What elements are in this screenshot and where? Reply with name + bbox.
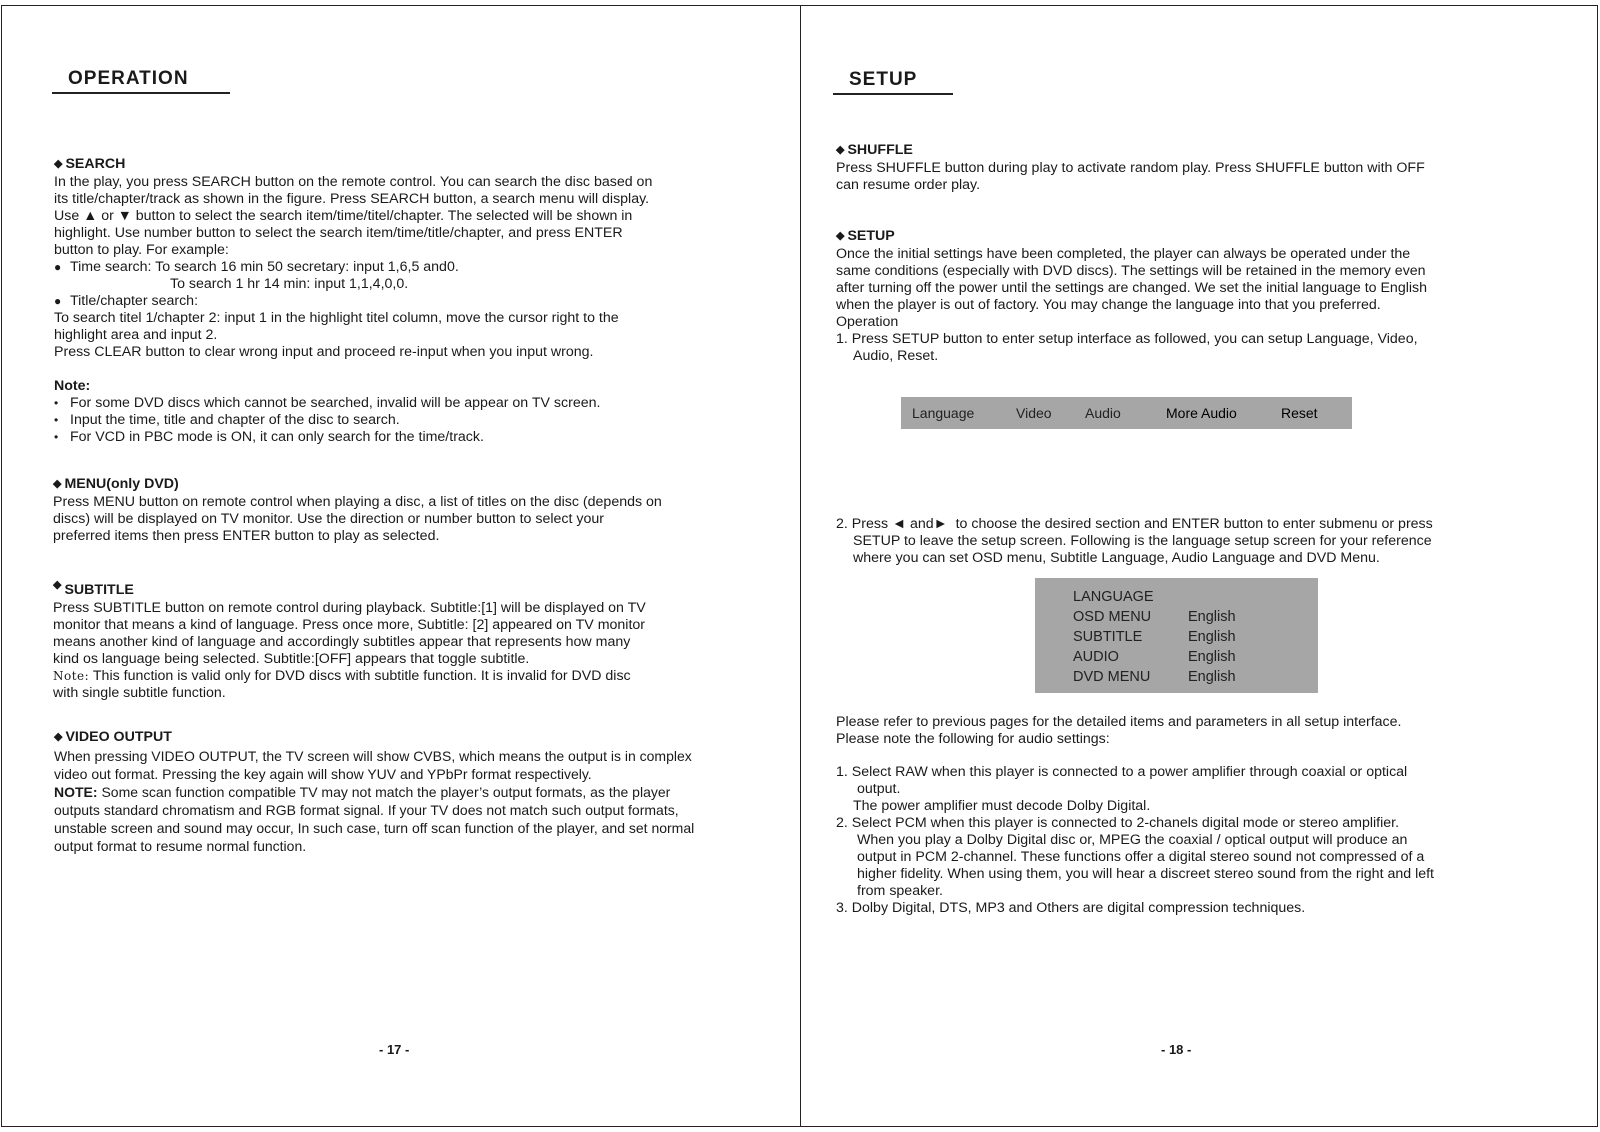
time-search-1: Time search: To search 16 min 50 secretary: input 1,6,5 and0.: [70, 259, 459, 275]
diamond-icon: ◆: [836, 230, 845, 242]
menu-text: preferred items then press ENTER button to play as selected.: [53, 528, 440, 544]
setup-text: Operation: [836, 314, 899, 330]
video-output-title: VIDEO OUTPUT: [65, 729, 172, 745]
diamond-icon: ◆: [53, 579, 62, 591]
language-row-audio[interactable]: AUDIO English: [1073, 649, 1236, 665]
time-search-2: To search 1 hr 14 min: input 1,1,4,0,0.: [170, 276, 409, 292]
subtitle-text: means another kind of language and accordingly subtitles appear that represents how many: [53, 634, 631, 650]
menu-item-video[interactable]: Video: [1016, 405, 1052, 421]
note-title: Note:: [54, 378, 91, 394]
audio-settings-list: [836, 764, 1581, 917]
search-text: Press CLEAR button to clear wrong input and proceed re-input when you input wrong.: [54, 344, 594, 360]
audio-item: higher fidelity. When using them, you will hear a discreet stereo sound from the right and left: [857, 866, 1434, 882]
audio-item: output in PCM 2-channel. These functions offer a digital stereo sound not compressed of a: [857, 849, 1425, 865]
shuffle-text: Press SHUFFLE button during play to activate random play. Press SHUFFLE button with OFF: [836, 160, 1425, 176]
diamond-icon: ◆: [54, 731, 63, 743]
video-output-section: [54, 729, 794, 855]
search-text: highlight area and input 2.: [54, 327, 218, 343]
menu-item-audio[interactable]: Audio: [1085, 405, 1121, 421]
step2-text: 2. Press ◄ and► to choose the desired section and ENTER button to enter submenu or press: [836, 516, 1433, 532]
audio-item: 3. Dolby Digital, DTS, MP3 and Others are digital compression techniques.: [836, 900, 1306, 916]
search-section: [54, 156, 774, 361]
down-arrow-icon: ▼: [117, 208, 132, 224]
setup-text: 1. Press SETUP button to enter setup interface as followed, you can setup Language, Video,: [836, 331, 1418, 347]
bullet-icon: •: [54, 430, 59, 444]
bullet-icon: ●: [54, 294, 62, 308]
search-text: Use ▲ or ▼ button to select the search item/time/titel/chapter. The selected will be shown in: [54, 208, 633, 224]
step2-text: where you can set OSD menu, Subtitle Language, Audio Language and DVD Menu.: [853, 550, 1380, 566]
audio-item: When you play a Dolby Digital disc or, MPEG the coaxial / optical output will produce an: [857, 832, 1408, 848]
note-item: For VCD in PBC mode is ON, it can only search for the time/track.: [70, 429, 484, 445]
setup-section: [836, 228, 1576, 365]
note-section: [54, 378, 774, 446]
video-output-text: NOTE: Some scan function compatible TV may not match the player’s output formats, as the player: [54, 784, 671, 800]
subtitle-text: monitor that means a kind of language. Press once more, Subtitle: [2] appeared on TV monitor: [53, 617, 646, 633]
note-label: NOTE:: [54, 784, 98, 800]
setup-title: SETUP: [847, 228, 895, 244]
menu-section: [53, 476, 783, 545]
language-row-osd[interactable]: OSD MENU English: [1073, 609, 1236, 625]
setup-text: Audio, Reset.: [853, 348, 939, 364]
bullet-icon: •: [54, 413, 59, 427]
setup-menu-bar: [901, 397, 1352, 429]
shuffle-title: SHUFFLE: [847, 142, 913, 158]
audio-item: The power amplifier must decode Dolby Digital.: [853, 798, 1151, 814]
language-row-dvd-menu[interactable]: DVD MENU English: [1073, 669, 1236, 685]
menu-title: MENU(only DVD): [64, 476, 179, 492]
right-page: [800, 5, 1598, 1127]
menu-text: Press MENU button on remote control when playing a disc, a list of titles on the disc (depends on: [53, 494, 662, 510]
subtitle-text: Note: This function is valid only for DVD discs with subtitle function. It is invalid for DVD disc: [53, 668, 631, 684]
step2-text: SETUP to leave the setup screen. Following is the language setup screen for your reference: [853, 533, 1432, 549]
shuffle-section: [836, 142, 1566, 194]
search-text: highlight. Use number button to select the search item/time/title/chapter, and press ENTER: [54, 225, 623, 241]
subtitle-text: Press SUBTITLE button on remote control during playback. Subtitle:[1] will be displayed on TV: [53, 600, 646, 616]
setup-text: Once the initial settings have been completed, the player can always be operated under the: [836, 246, 1411, 262]
page-number: - 17 -: [379, 1042, 410, 1057]
note-item: For some DVD discs which cannot be searched, invalid will be appear on TV screen.: [70, 395, 601, 411]
note-item: Input the time, title and chapter of the disc to search.: [70, 412, 400, 428]
video-output-text: outputs standard chromatism and RGB format signal. If your TV does not match such output formats,: [54, 802, 679, 818]
setup-text: same conditions (especially with DVD discs). The settings will be retained in the memory even: [836, 263, 1426, 279]
audio-item: 1. Select RAW when this player is connected to a power amplifier through coaxial or optical: [836, 764, 1408, 780]
bullet-icon: ●: [54, 260, 62, 274]
video-output-text: output format to resume normal function.: [54, 838, 307, 854]
video-output-text: When pressing VIDEO OUTPUT, the TV screen will show CVBS, which means the output is in complex: [54, 748, 692, 764]
subtitle-text: kind os language being selected. Subtitle:[OFF] appears that toggle subtitle.: [53, 651, 530, 667]
video-output-text: unstable screen and sound may occur, In such case, turn off scan function of the player, and set normal: [54, 820, 695, 836]
up-arrow-icon: ▲: [83, 208, 98, 224]
language-row-subtitle[interactable]: SUBTITLE English: [1073, 629, 1236, 645]
setup-text: when the player is out of factory. You may change the language into that you preferred.: [836, 297, 1381, 313]
setup-heading: SETUP: [833, 69, 953, 95]
subtitle-text: with single subtitle function.: [53, 685, 226, 701]
search-text: To search titel 1/chapter 2: input 1 in the highlight titel column, move the cursor right to the: [54, 310, 619, 326]
menu-item-more-audio[interactable]: More Audio: [1166, 405, 1237, 421]
shuffle-text: can resume order play.: [836, 177, 981, 193]
menu-text: discs) will be displayed on TV monitor. Use the direction or number button to select your: [53, 511, 604, 527]
subtitle-section: [53, 579, 773, 702]
setup-text: after turning off the power until the settings are changed. We set the initial language to English: [836, 280, 1427, 296]
search-text: In the play, you press SEARCH button on the remote control. You can search the disc based on: [54, 174, 653, 190]
subtitle-title: SUBTITLE: [64, 582, 134, 598]
diamond-icon: ◆: [53, 478, 62, 490]
menu-item-reset[interactable]: Reset: [1281, 405, 1318, 421]
bullet-icon: •: [54, 396, 59, 410]
refer-text: Please refer to previous pages for the detailed items and parameters in all setup interface.: [836, 714, 1402, 730]
right-arrow-icon: ►: [933, 516, 948, 532]
search-title: SEARCH: [65, 156, 126, 172]
menu-item-language[interactable]: Language: [912, 405, 975, 421]
refer-section: [836, 714, 1576, 748]
language-header: LANGUAGE: [1073, 589, 1154, 605]
title-search: Title/chapter search:: [70, 293, 199, 309]
search-text: its title/chapter/track as shown in the figure. Press SEARCH button, a search menu will display.: [54, 191, 650, 207]
left-arrow-icon: ◄: [892, 516, 907, 532]
audio-item: from speaker.: [857, 883, 943, 899]
operation-heading: OPERATION: [52, 68, 230, 94]
audio-item: 2. Select PCM when this player is connected to 2-chanels digital mode or stereo amplifier.: [836, 815, 1400, 831]
audio-item: output.: [857, 781, 901, 797]
diamond-icon: ◆: [836, 144, 845, 156]
search-text: button to play. For example:: [54, 242, 229, 258]
page-number: - 18 -: [1161, 1042, 1192, 1057]
video-output-text: video out format. Pressing the key again will show YUV and YPbPr format respectively.: [54, 766, 592, 782]
note-label: Note:: [53, 669, 90, 683]
refer-text: Please note the following for audio settings:: [836, 731, 1110, 747]
language-setup-box: [1035, 578, 1318, 693]
diamond-icon: ◆: [54, 158, 63, 170]
left-page: [1, 5, 801, 1127]
step2-section: [836, 516, 1576, 567]
